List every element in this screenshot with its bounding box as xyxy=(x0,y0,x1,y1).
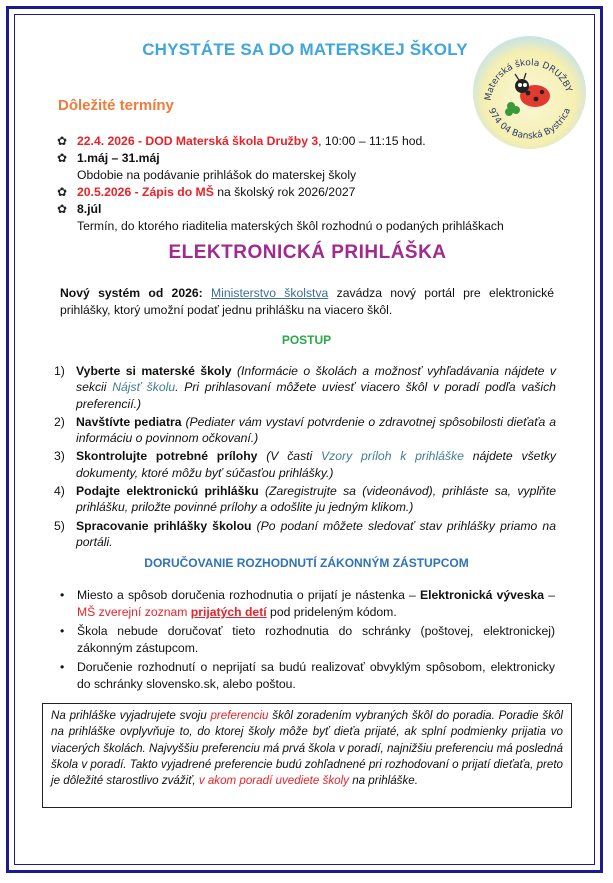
step-item xyxy=(54,448,556,481)
delivery-text: Doručenie rozhodnutí o neprijatí sa budú realizovať obvyklým spôsobom, elektronicky do schránky slovensko.sk, alebo poštou. xyxy=(77,660,555,691)
find-school-link[interactable]: Nájsť školu xyxy=(112,380,176,395)
attachment-templates-link[interactable]: Vzory príloh k prihláške xyxy=(321,449,464,464)
list-item xyxy=(57,184,557,201)
list-item xyxy=(57,133,557,150)
list-item xyxy=(57,201,557,235)
date-open-day-time: , 10:00 – 11:15 hod. xyxy=(318,134,426,148)
step-title: Vyberte si materské školy xyxy=(76,364,232,378)
bullet-icon: • xyxy=(60,660,65,674)
list-item xyxy=(60,587,555,621)
bullet-icon: • xyxy=(60,624,65,638)
step-text: (Zaregistrujte sa (videonávod), prihláste sa, vyplňte prihlášku, priložte povinné prílohy a odošlite ju jedným klikom.) xyxy=(76,484,556,515)
delivery-text-end: pod prideleným kódom. xyxy=(266,605,397,619)
step-number: 1) xyxy=(54,364,65,378)
delivery-text: Miesto a spôsob doručenia rozhodnutia o prijatí je nástenka – xyxy=(77,588,420,602)
preference-note-box xyxy=(42,703,572,808)
note-text: Na prihláške vyjadrujete svoju xyxy=(51,709,211,722)
step-text: (Informácie o školách a možnosť vyhľadávania nájdete v sekcii xyxy=(76,364,556,395)
note-red-preference: preferenciu xyxy=(210,709,269,722)
step-text-end: nájdete všetky dokumenty, ktoré môžu byť súčasťou prihlášky.) xyxy=(76,449,557,480)
step-title: Navštívte pediatra xyxy=(76,414,182,429)
ladybug-icon xyxy=(515,73,550,107)
delivery-heading: DORUČOVANIE ROZHODNUTÍ ZÁKONNÝM ZÁSTUPCOM xyxy=(144,556,469,570)
date-application-desc: Obdobie na podávanie prihlášok do materskej školy xyxy=(77,168,357,182)
step-number: 4) xyxy=(54,484,65,499)
list-item xyxy=(60,623,555,657)
flower-bullet-icon: ✿ xyxy=(57,151,68,165)
important-dates-list xyxy=(57,133,557,235)
step-item xyxy=(54,518,556,551)
flower-bullet-icon: ✿ xyxy=(57,202,68,216)
step-title: Spracovanie prihlášky školou xyxy=(76,518,252,533)
flower-bullet-icon: ✿ xyxy=(57,185,68,199)
list-item xyxy=(60,659,555,693)
logo-text-bottom: 974 04 Banská Bystrica xyxy=(485,106,574,142)
step-text: (Pediater vám vystaví potvrdenie o zdravotnej spôsobilosti dieťaťa a informáciu o povinnom očkovaní.) xyxy=(76,414,556,446)
step-title: Skontrolujte potrebné prílohy xyxy=(76,449,258,464)
page-title: CHYSTÁTE SA DO MATERSKEJ ŠKOLY xyxy=(142,40,468,59)
electronic-board: Elektronická výveska xyxy=(419,588,545,602)
delivery-red-text: MŠ zverejní zoznam xyxy=(77,605,191,619)
admitted-children-link[interactable]: prijatých detí xyxy=(190,605,267,619)
step-text: (Po podaní môžete sledovať stav prihlášky priamo na portáli. xyxy=(76,518,556,549)
step-item xyxy=(54,414,556,447)
intro-bold: Nový systém od 2026: xyxy=(60,286,203,300)
step-text: (V časti xyxy=(257,449,322,464)
bullet-icon: • xyxy=(60,588,65,602)
note-text-end: na prihláške. xyxy=(348,774,418,788)
clover-icon xyxy=(505,102,520,116)
step-title: Podajte elektronickú prihlášku xyxy=(76,484,259,499)
delivery-list xyxy=(60,587,555,695)
step-number: 5) xyxy=(54,518,65,533)
list-item xyxy=(57,150,557,184)
date-application-period: 1.máj – 31.máj xyxy=(77,151,160,165)
note-red-order: v akom poradí uvediete školy xyxy=(198,774,349,788)
step-text-end: . Pri prihlasovaní môžete uviesť viacero škôl v poradí podľa vašich preferencií.) xyxy=(76,380,556,411)
step-item xyxy=(54,483,556,516)
date-open-day: 22.4. 2026 - DOD Materská škola Družby 3 xyxy=(77,134,319,148)
procedure-heading: POSTUP xyxy=(281,333,332,347)
ministry-link[interactable]: Ministerstvo školstva xyxy=(211,286,329,300)
step-number: 3) xyxy=(54,449,65,464)
logo-text-top: Materská škola DRUŽBY xyxy=(483,58,574,102)
intro-rest: zavádza nový portál pre elektronické prihlášky, ktorý umožní podať jednu prihlášku na viacero škôl. xyxy=(60,286,554,317)
flower-bullet-icon: ✿ xyxy=(57,134,68,148)
date-enrollment-desc: na školský rok 2026/2027 xyxy=(213,185,356,199)
delivery-dash: – xyxy=(544,588,555,602)
date-decision-desc: Termín, do ktorého riaditelia materských škôl rozhodnú o podaných prihláškach xyxy=(77,219,504,233)
electronic-application-heading: ELEKTRONICKÁ PRIHLÁŠKA xyxy=(168,242,447,263)
date-enrollment: 20.5.2026 - Zápis do MŠ xyxy=(77,185,214,199)
important-dates-heading: Dôležité termíny xyxy=(58,97,174,114)
date-decision: 8.júl xyxy=(77,202,102,216)
note-text-middle: škôl zoradením vybraných škôl do poradia. Poradie škôl na prihláške ovplyvňuje to, do ktorej školy môže byť dieťa prijaté, ak splní podmienky prijatia vo viacerých školách. Najvyššiu preferenciu má prvá škola v poradí, najnižšiu preferenciu má posledná škola v poradí. Takto vyjadrené preferencie budú zohľadnené pri rozhodovaní o prijatí dieťaťa, preto je dôležité starostlivo zvážiť, xyxy=(51,709,563,788)
intro-paragraph xyxy=(60,285,554,319)
step-item xyxy=(54,363,556,412)
step-number: 2) xyxy=(54,414,65,429)
delivery-text: Škola nebude doručovať tieto rozhodnutia do schránky (poštovej, elektronickej) zákonným zástupcom. xyxy=(77,624,555,655)
procedure-steps xyxy=(54,363,556,552)
